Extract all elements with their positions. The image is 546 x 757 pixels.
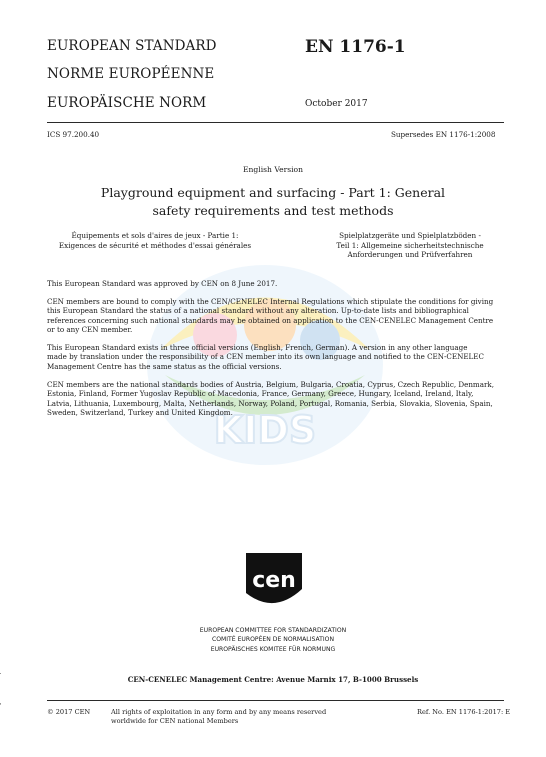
side-provider-note bbox=[0, 658, 2, 739]
supersedes-note: Supersedes EN 1176-1:2008 bbox=[391, 130, 496, 139]
committee-name-fr: COMITÉ EUROPÉEN DE NORMALISATION bbox=[211, 636, 335, 644]
title-fr: NORME EUROPÉENNE bbox=[47, 66, 215, 82]
approval-paragraph bbox=[47, 279, 507, 288]
versions-line: made by translation under the responsibility of a CEN member into its own language and notified to the CEN-CENELEC bbox=[47, 352, 484, 362]
header-divider bbox=[47, 122, 504, 123]
reference-number: Ref. No. EN 1176-1:2017: E bbox=[417, 708, 511, 716]
copyright: © 2017 CEN bbox=[47, 708, 91, 716]
members-line: Sweden, Switzerland, Turkey and United Kingdom. bbox=[47, 407, 233, 417]
rights-line: worldwide for CEN national Members bbox=[111, 716, 239, 725]
rights-line: All rights of exploitation in any form and by any means reserved bbox=[111, 708, 327, 716]
french-title bbox=[40, 231, 270, 250]
german-title-line3: Anforderungen und Prüfverfahren bbox=[347, 250, 473, 259]
versions-line: Management Centre has the same status as the official versions. bbox=[47, 361, 282, 371]
compliance-line: this European Standard the status of a national standard without any alteration. Up-to-date lists and bibliographical bbox=[47, 306, 469, 316]
german-title bbox=[300, 231, 520, 260]
versions-line: This European Standard exists in three official versions (English, French, German). A version in any other language bbox=[47, 343, 468, 352]
french-title-line2: Exigences de sécurité et méthodes d'essai générales bbox=[58, 240, 252, 250]
compliance-line: or to any CEN member. bbox=[47, 324, 133, 334]
compliance-paragraph bbox=[47, 297, 507, 334]
compliance-line: references concerning such national standards may be obtained on application to the CEN-CENELEC Management Centre bbox=[47, 315, 494, 325]
svg-text:KIDS: KIDS bbox=[213, 408, 317, 452]
members-line: Latvia, Lithuania, Luxembourg, Malta, Netherlands, Norway, Poland, Portugal, Romania, Serbia, Slovakia, Slovenia, Spain, bbox=[47, 398, 493, 408]
publication-date: October 2017 bbox=[305, 99, 368, 109]
document-title bbox=[0, 184, 546, 220]
approval-line: This European Standard was approved by CEN on 8 June 2017. bbox=[47, 279, 278, 288]
committee-block bbox=[0, 626, 546, 654]
members-line: CEN members are the national standards bodies of Austria, Belgium, Bulgaria, Croatia, Cyprus, Czech Republic, Denmark, bbox=[47, 380, 494, 389]
document-title-line2: safety requirements and test methods bbox=[152, 203, 394, 218]
cen-logo bbox=[246, 553, 302, 615]
members-paragraph bbox=[47, 380, 507, 417]
title-de: EUROPÄISCHE NORM bbox=[47, 95, 207, 111]
rights-notice bbox=[111, 708, 326, 725]
title-en: EUROPEAN STANDARD bbox=[47, 38, 217, 54]
document-title-line1: Playground equipment and surfacing - Part 1: General bbox=[100, 185, 446, 200]
svg-text:cen: cen bbox=[252, 568, 296, 593]
ics-code: ICS 97.200.40 bbox=[47, 130, 100, 139]
versions-paragraph bbox=[47, 343, 507, 371]
standard-number: EN 1176-1 bbox=[305, 37, 406, 57]
version-label: English Version bbox=[242, 165, 304, 174]
committee-name-de: EUROPÄISCHES KOMITEE FÜR NORMUNG bbox=[210, 645, 336, 653]
french-title-line1: Équipements et sols d'aires de jeux - Partie 1: bbox=[71, 231, 239, 240]
committee-name-en: EUROPEAN COMMITTEE FOR STANDARDIZATION bbox=[199, 627, 347, 634]
footer-divider bbox=[47, 700, 504, 701]
members-line: Estonia, Finland, Former Yugoslav Republic of Macedonia, France, Germany, Greece, Hungary, Iceland, Ireland, Italy, bbox=[47, 389, 474, 399]
german-title-line1: Spielplatzgeräte und Spielplatzböden - bbox=[339, 231, 481, 240]
german-title-line2: Teil 1: Allgemeine sicherheitstechnische bbox=[336, 240, 484, 250]
management-centre-address: CEN-CENELEC Management Centre: Avenue Marnix 17, B-1000 Brussels bbox=[127, 675, 419, 684]
compliance-line: CEN members are bound to comply with the CEN/CENELEC Internal Regulations which stipulate the conditions for giving bbox=[47, 297, 494, 306]
